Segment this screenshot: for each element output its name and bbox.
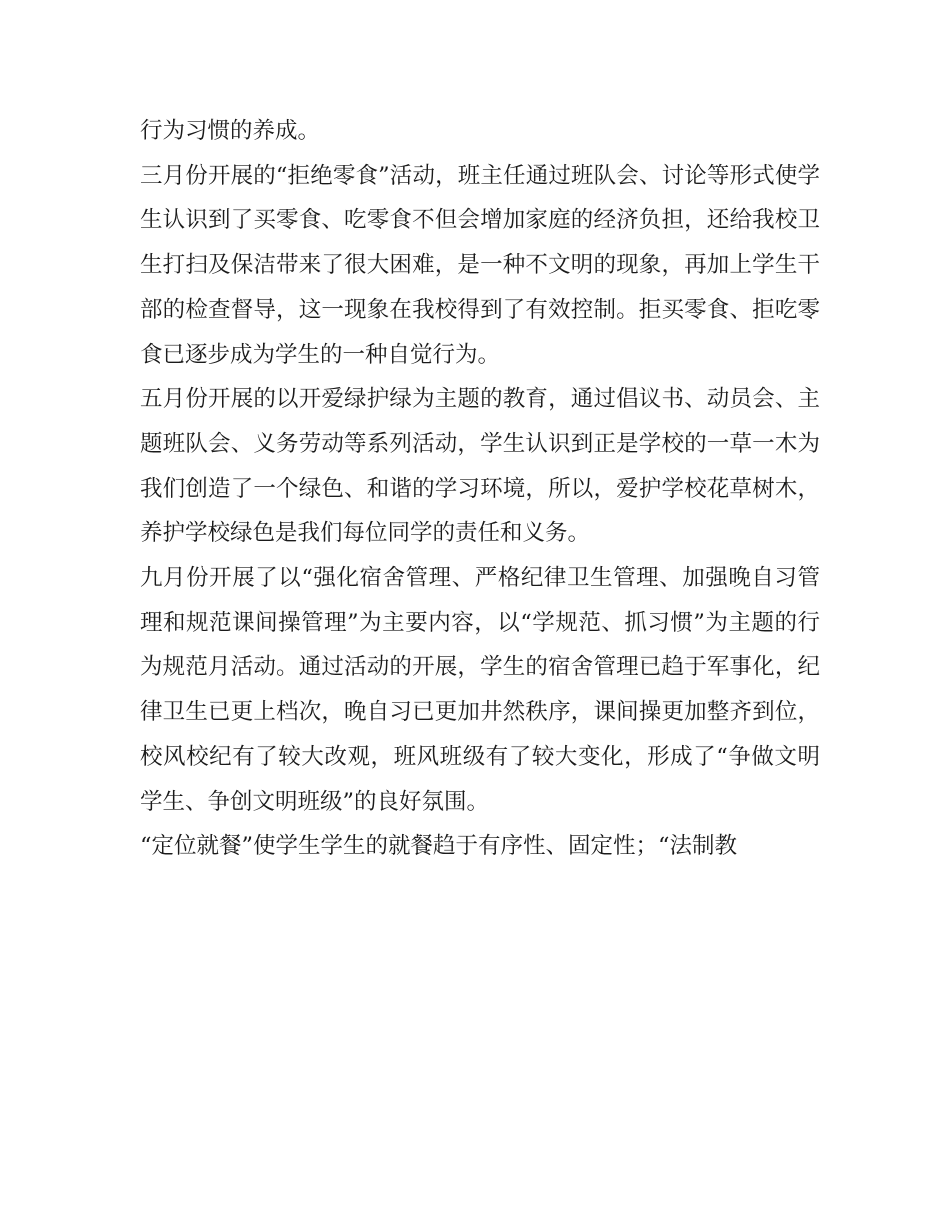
- paragraph-march-snacks: 三月份开展的“拒绝零食”活动，班主任通过班队会、讨论等形式使学生认识到了买零食、吃零食不但会增加家庭的经济负担，还给我校卫生打扫及保洁带来了很大困难，是一种不文明的现象，再加上学生干部的检查督导，这一现象在我校得到了有效控制。拒买零食、拒吃零食已逐步成为学生的一种自觉行为。: [140, 162, 820, 368]
- paragraph-habits-ending: 行为习惯的养成。: [140, 118, 321, 144]
- paragraph-september-norms: 九月份开展了以“强化宿舍管理、严格纪律卫生管理、加强晚自习管理和规范课间操管理”为主要内容，以“学规范、抓习惯”为主题的行为规范月活动。通过活动的开展，学生的宿舍管理已趋于军事化，纪律卫生已更上档次，晚自习已更加井然秩序，课间操更加整齐到位，校风校纪有了较大改观，班风班级有了较大变化，形成了“争做文明学生、争创文明班级”的良好氛围。: [140, 565, 820, 815]
- paragraph-dining-law: “定位就餐”使学生学生的就餐趋于有序性、固定性；“法制教: [140, 833, 738, 860]
- body-text: [140, 109, 820, 869]
- paragraph-may-green: 五月份开展的以开爱绿护绿为主题的教育，通过倡议书、动员会、主题班队会、义务劳动等系列活动，学生认识到正是学校的一草一木为我们创造了一个绿色、和谐的学习环境，所以，爱护学校花草树木，养护学校绿色是我们每位同学的责任和义务。: [140, 386, 820, 547]
